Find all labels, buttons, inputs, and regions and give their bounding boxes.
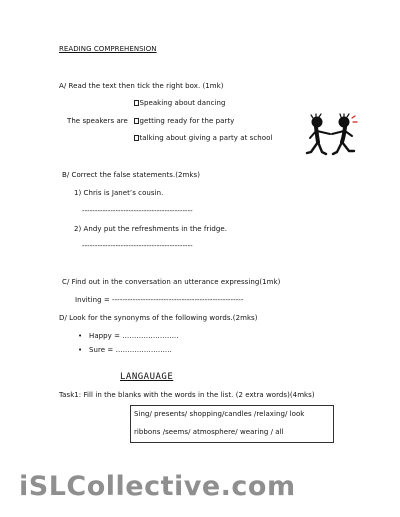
option-checkbox[interactable] xyxy=(134,118,139,124)
dancing-figures-clipart xyxy=(304,112,358,164)
language-heading: LANGAUAGE xyxy=(120,372,174,382)
worksheet-title: READING COMPREHENSION xyxy=(59,45,157,53)
word-list-line-2: ribbons /seems/ atmosphere/ wearing / all xyxy=(134,428,284,436)
section-a-instruction: A/ Read the text then tick the right box. (1mk) xyxy=(59,82,224,90)
word-list-line-1: Sing/ presents/ shopping/candles /relaxing/ look xyxy=(134,410,305,418)
section-b-instruction: B/ Correct the false statements.(2mks) xyxy=(62,171,200,179)
section-a-option-1 xyxy=(134,99,225,107)
bullet-icon: • xyxy=(78,332,83,340)
section-a-option-3 xyxy=(134,134,272,142)
statement-1: 1) Chris is Janet’s cousin. xyxy=(74,189,164,197)
inviting-line: Inviting = --------------------------------------------------- xyxy=(75,296,244,304)
option-label: getting ready for the party xyxy=(139,117,235,125)
answer-line-2: ------------------------------------------- xyxy=(82,242,193,250)
section-c-instruction: C/ Find out in the conversation an utterance expressing(1mk) xyxy=(62,278,281,286)
synonym-happy: Happy = …………………… xyxy=(89,332,179,340)
option-label: talking about giving a party at school xyxy=(139,134,273,142)
site-watermark: iSLCollective.com xyxy=(19,471,296,502)
task1-instruction: Task1: Fill in the blanks with the words in the list. (2 extra words)(4mks) xyxy=(59,391,315,399)
option-checkbox[interactable] xyxy=(134,100,139,106)
speakers-stem: The speakers are xyxy=(67,117,128,125)
section-d-instruction: D/ Look for the synonyms of the following words.(2mks) xyxy=(59,314,258,322)
statement-2: 2) Andy put the refreshments in the fridge. xyxy=(74,225,227,233)
option-checkbox[interactable] xyxy=(134,135,139,141)
section-a-option-2 xyxy=(134,117,234,125)
option-label: Speaking about dancing xyxy=(139,99,226,107)
answer-line-1: ------------------------------------------- xyxy=(82,207,193,215)
synonym-sure: Sure = …………………… xyxy=(89,346,172,354)
bullet-icon: • xyxy=(78,346,83,354)
